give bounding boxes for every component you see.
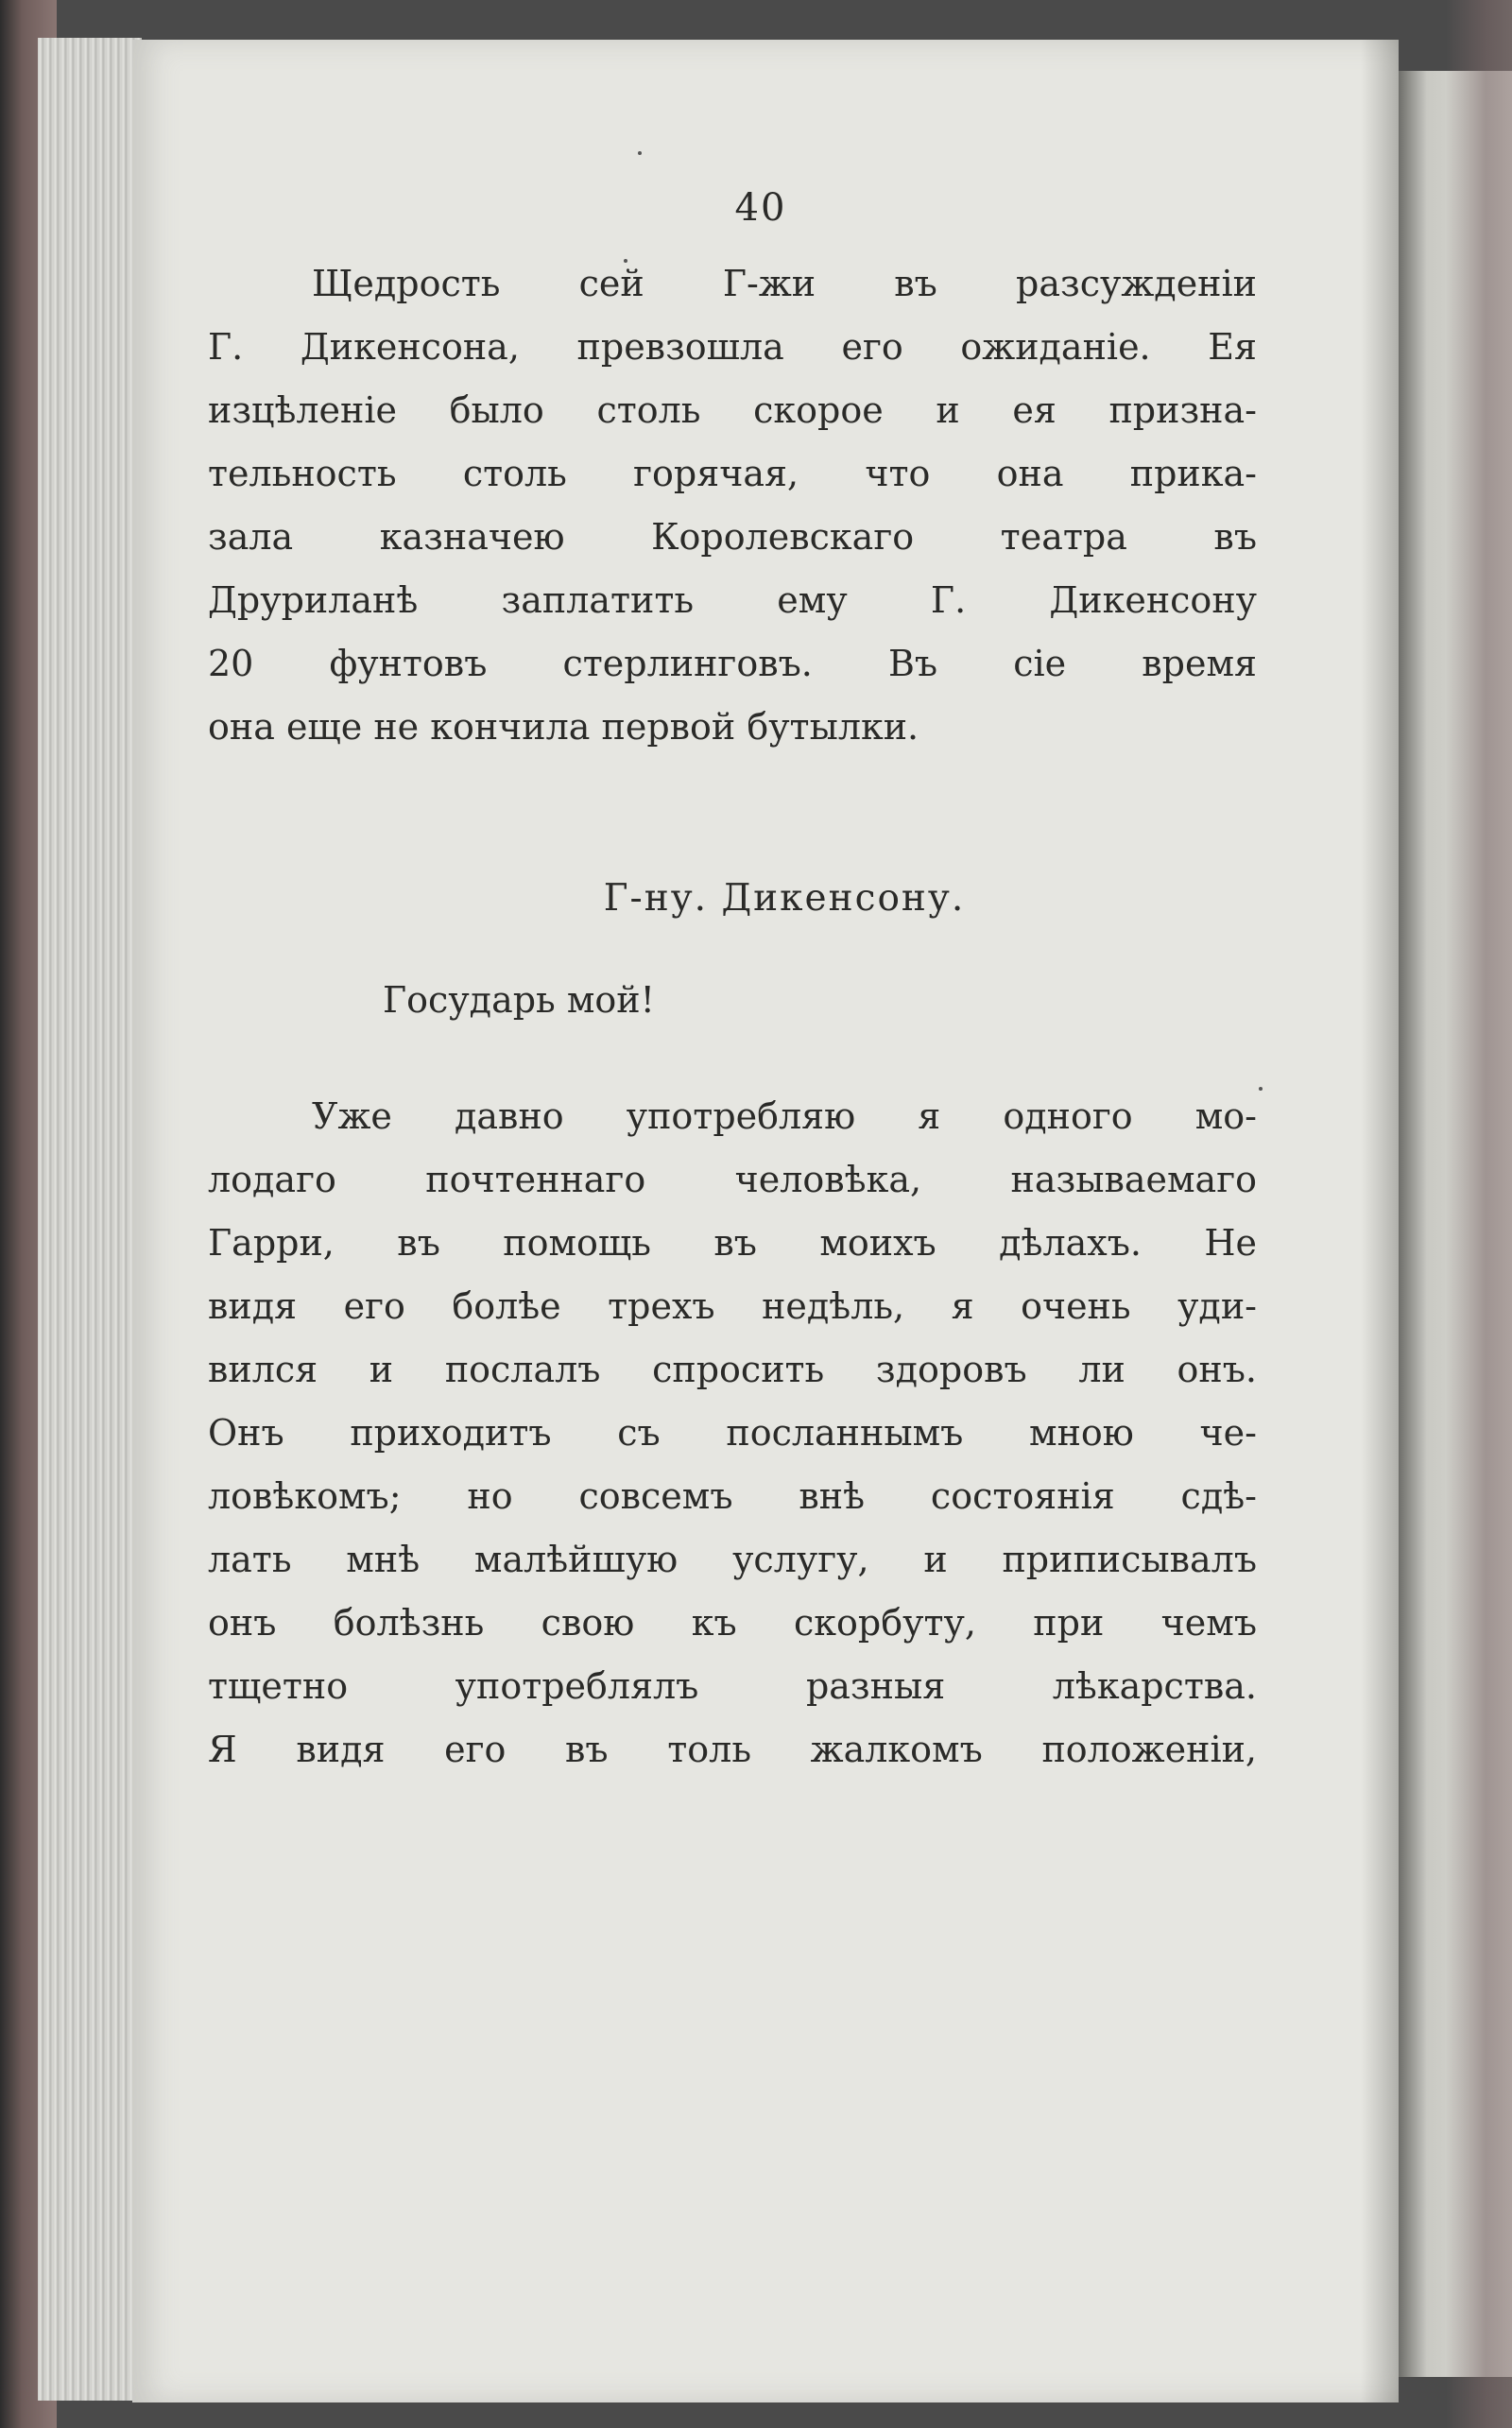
salutation: Государь мой! <box>383 979 655 1021</box>
text-line: изцѣленiе было столь скорое и ея призна- <box>208 389 1257 431</box>
text-line: Онъ приходитъ съ посланнымъ мною че- <box>208 1412 1257 1454</box>
text-line: Г. Дикенсона, превзошла его ожиданiе. Ея <box>208 326 1257 368</box>
text-line: 20 фунтовъ стерлинговъ. Въ сiе время <box>208 643 1257 684</box>
paragraph-2 <box>208 1085 1257 1782</box>
book-page <box>132 40 1399 2402</box>
left-page-edges <box>38 38 142 2401</box>
letter-heading: Г-ну. Дикенсону. <box>603 877 966 920</box>
page-number: 40 <box>734 186 787 230</box>
text-line: ловѣкомъ; но совсемъ внѣ состоянiя сдѣ- <box>208 1475 1257 1517</box>
text-line: лать мнѣ малѣйшую услугу, и приписывалъ <box>208 1539 1257 1580</box>
text-line: тщетно употреблялъ разныя лѣкарства. <box>208 1665 1257 1707</box>
text-line: зала казначею Королевскаго театра въ <box>208 516 1257 558</box>
text-line: видя его болѣе трехъ недѣль, я очень уди- <box>208 1285 1257 1327</box>
text-line: Я видя его въ толь жалкомъ положенiи, <box>208 1729 1257 1770</box>
text-line: Щедрость сей Г-жи въ разсужденiи <box>312 263 1257 304</box>
text-line: вился и послалъ спросить здоровъ ли онъ. <box>208 1349 1257 1390</box>
text-line: Друриланѣ заплатить ему Г. Дикенсону <box>208 579 1257 621</box>
right-cover-board <box>1446 0 1512 2428</box>
text-line: онъ болѣзнь свою къ скорбуту, при чемъ <box>208 1602 1257 1644</box>
text-line: Уже давно употребляю я одного мо- <box>312 1095 1257 1137</box>
ink-speck <box>638 151 642 155</box>
text-line: Гарри, въ помощь въ моихъ дѣлахъ. Не <box>208 1222 1257 1264</box>
text-line: лодаго почтеннаго человѣка, называемаго <box>208 1159 1257 1200</box>
ink-speck <box>1259 1087 1263 1091</box>
text-line: тельность столь горячая, что она прика- <box>208 453 1257 494</box>
paragraph-1 <box>208 252 1257 759</box>
text-block <box>208 186 1257 1782</box>
text-line: она еще не кончила первой бутылки. <box>208 706 919 748</box>
